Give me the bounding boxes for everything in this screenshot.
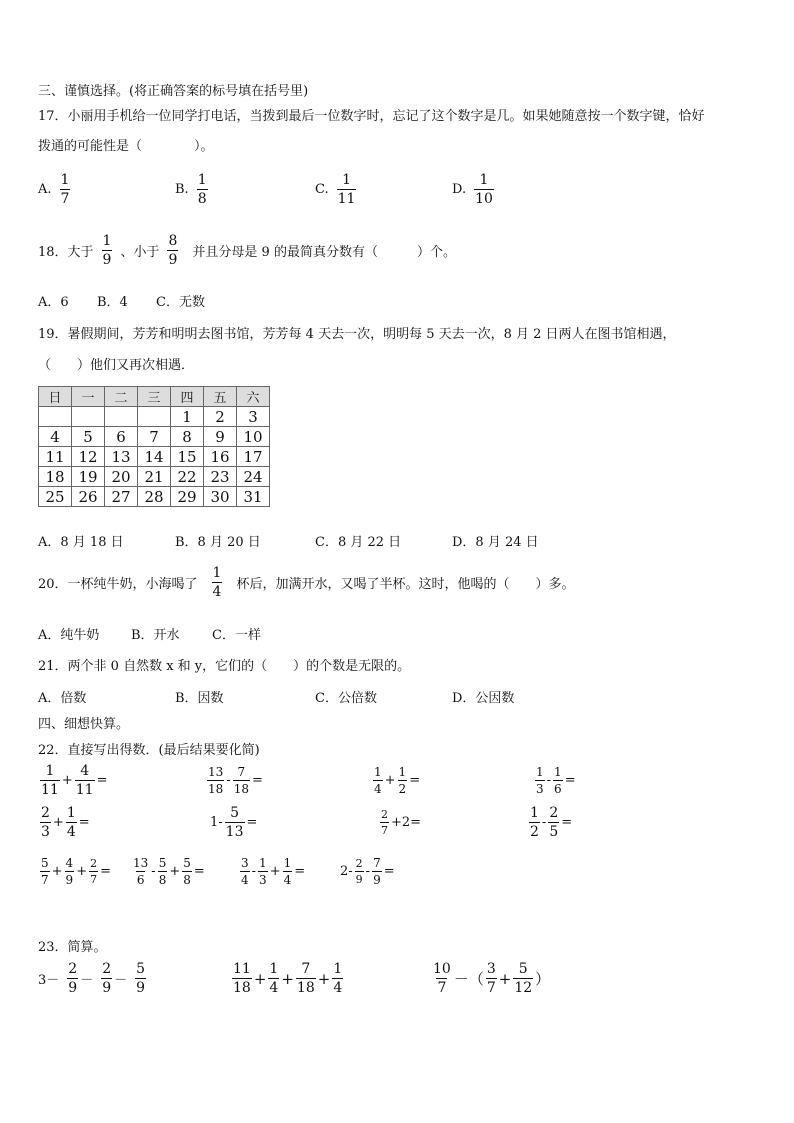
numerator: 13 bbox=[208, 765, 224, 779]
q19-option-b[interactable]: B．8 月 20 日 bbox=[175, 535, 261, 550]
numerator: 13 bbox=[133, 856, 149, 870]
calendar-cell: 11 bbox=[39, 447, 72, 467]
fraction bbox=[66, 806, 77, 839]
denominator: 11 bbox=[41, 782, 59, 798]
plus-sign: + bbox=[498, 969, 512, 988]
q18-prefix: 18．大于 bbox=[38, 245, 94, 260]
fraction bbox=[101, 962, 112, 995]
denominator: 18 bbox=[233, 980, 251, 996]
denominator: 7 bbox=[90, 873, 98, 886]
denominator: 8 bbox=[158, 873, 167, 887]
fraction bbox=[513, 962, 533, 995]
fraction bbox=[233, 766, 250, 795]
q17-option-b[interactable] bbox=[175, 173, 210, 206]
q19-line1: 19．暑假期间，芳芳和明明去图书馆，芳芳每 4 天去一次，明明每 5 天去一次，8 月 2 日两人在图书馆相遇， bbox=[38, 327, 676, 342]
fraction bbox=[197, 173, 208, 206]
calendar-cell: 21 bbox=[138, 467, 171, 487]
calendar-cell: 27 bbox=[105, 487, 138, 507]
fraction bbox=[232, 962, 252, 995]
fraction bbox=[486, 962, 497, 995]
calc-lead: 3－ bbox=[38, 973, 60, 988]
denominator: 9 bbox=[168, 252, 178, 268]
calc-item bbox=[38, 806, 90, 839]
minus-sign: － bbox=[114, 973, 128, 988]
denominator: 4 bbox=[374, 782, 382, 796]
numerator: 7 bbox=[373, 856, 381, 870]
fraction bbox=[225, 806, 245, 839]
calendar-cell bbox=[72, 407, 105, 427]
denominator: 4 bbox=[241, 873, 249, 887]
q19-option-a[interactable]: A．8 月 18 日 bbox=[38, 535, 124, 550]
denominator: 9 bbox=[65, 873, 74, 887]
calendar-cell: 8 bbox=[171, 427, 204, 447]
denominator: 18 bbox=[208, 782, 224, 796]
calendar-cell: 3 bbox=[237, 407, 270, 427]
numerator: 5 bbox=[41, 856, 49, 870]
calendar-header: 一 bbox=[72, 387, 105, 407]
fraction bbox=[553, 766, 563, 795]
denominator: 9 bbox=[136, 980, 146, 996]
denominator: 7 bbox=[41, 873, 49, 887]
fraction bbox=[65, 857, 75, 886]
denominator: 7 bbox=[60, 191, 70, 207]
fraction bbox=[207, 766, 224, 795]
calc-item bbox=[130, 857, 205, 886]
calc-lead: 1- bbox=[210, 815, 223, 830]
calc-item bbox=[371, 766, 420, 795]
calendar-table bbox=[38, 386, 270, 507]
calendar-cell: 6 bbox=[105, 427, 138, 447]
numerator: 1 bbox=[479, 172, 489, 188]
denominator: 6 bbox=[136, 873, 145, 887]
numerator: 1 bbox=[374, 765, 382, 779]
numerator: 2 bbox=[381, 808, 388, 821]
calendar-cell: 17 bbox=[237, 447, 270, 467]
q20-option-a[interactable]: A．纯牛奶 bbox=[38, 628, 100, 643]
numerator: 10 bbox=[433, 961, 451, 977]
q21-option-d[interactable]: D．公因数 bbox=[452, 691, 515, 706]
minus-sign: - bbox=[546, 773, 552, 788]
plus-sign: + bbox=[281, 969, 294, 988]
q20-stem bbox=[38, 566, 574, 599]
fraction bbox=[283, 857, 293, 886]
plus-sign: + bbox=[384, 773, 396, 788]
numerator: 7 bbox=[301, 961, 311, 977]
calendar-cell: 28 bbox=[138, 487, 171, 507]
calendar-row bbox=[39, 467, 270, 487]
equals-sign: = bbox=[383, 864, 395, 879]
fraction bbox=[158, 857, 168, 886]
equals-sign: = bbox=[78, 815, 90, 830]
fraction bbox=[240, 857, 250, 886]
numerator: 3 bbox=[241, 856, 249, 870]
q17-option-c[interactable] bbox=[315, 173, 358, 206]
equals-sign: = bbox=[246, 815, 258, 830]
equals-sign: = bbox=[193, 864, 205, 879]
q19-option-d[interactable]: D．8 月 24 日 bbox=[452, 535, 539, 550]
denominator: 4 bbox=[333, 980, 343, 996]
calendar-cell: 9 bbox=[204, 427, 237, 447]
fraction bbox=[132, 857, 149, 886]
denominator: 18 bbox=[296, 980, 315, 996]
denominator: 8 bbox=[197, 191, 207, 207]
calendar-cell bbox=[105, 407, 138, 427]
fraction bbox=[380, 809, 389, 836]
denominator: 6 bbox=[554, 782, 562, 796]
denominator: 3 bbox=[41, 824, 50, 840]
calendar-row bbox=[39, 447, 270, 467]
fraction bbox=[535, 766, 545, 795]
denominator: 5 bbox=[549, 824, 559, 840]
calendar-cell: 26 bbox=[72, 487, 105, 507]
open-paren: －（ bbox=[453, 970, 484, 988]
q21-option-c[interactable]: C．公倍数 bbox=[315, 691, 377, 706]
option-label: C. bbox=[315, 182, 329, 197]
numerator: 2 bbox=[41, 805, 50, 821]
calendar-header-row bbox=[39, 387, 270, 407]
calendar-cell bbox=[39, 407, 72, 427]
denominator: 9 bbox=[355, 873, 363, 886]
equals-sign: = bbox=[294, 864, 306, 879]
calendar-header: 三 bbox=[138, 387, 171, 407]
plus-sign: + bbox=[269, 864, 281, 879]
fraction bbox=[372, 857, 382, 886]
denominator: 11 bbox=[337, 191, 356, 207]
calendar-row bbox=[39, 427, 270, 447]
numerator: 1 bbox=[102, 233, 112, 249]
denominator: 3 bbox=[259, 873, 267, 887]
calc-item bbox=[533, 766, 576, 795]
calc-item bbox=[238, 857, 305, 886]
calendar-cell: 20 bbox=[105, 467, 138, 487]
simplify-expression-2 bbox=[230, 962, 345, 995]
q18-option-a[interactable]: A．6 bbox=[38, 295, 69, 310]
minus-sign: - bbox=[365, 864, 371, 879]
fraction bbox=[67, 962, 78, 995]
denominator: 8 bbox=[183, 873, 191, 887]
calendar-cell: 24 bbox=[237, 467, 270, 487]
minus-sign: - bbox=[226, 773, 231, 788]
numerator: 1 bbox=[197, 172, 207, 188]
calendar-cell: 5 bbox=[72, 427, 105, 447]
option-label: A. bbox=[38, 182, 52, 197]
fraction bbox=[258, 857, 268, 886]
numerator: 1 bbox=[269, 961, 279, 977]
numerator: 5 bbox=[518, 961, 528, 977]
calendar-cell: 16 bbox=[204, 447, 237, 467]
q22-title: 22．直接写出得数．(最后结果要化简) bbox=[38, 743, 260, 758]
fraction bbox=[182, 857, 192, 886]
q20-option-c[interactable]: C．一样 bbox=[212, 628, 261, 643]
q20-suffix: 杯后，加满开水，又喝了半杯。这时，他喝的（ ）多。 bbox=[236, 577, 575, 592]
equals-sign: = bbox=[251, 773, 263, 788]
fraction bbox=[529, 806, 540, 839]
q17-line1: 17．小丽用手机给一位同学打电话，当拨到最后一位数字时，忘记了这个数字是几。如果她随意按一个数字键，恰好 bbox=[38, 109, 705, 124]
calendar-cell: 23 bbox=[204, 467, 237, 487]
q17-option-a[interactable] bbox=[38, 173, 72, 206]
denominator: 9 bbox=[373, 873, 381, 887]
calendar-cell: 4 bbox=[39, 427, 72, 447]
plus-sign: + bbox=[51, 864, 63, 879]
plus-sign: + bbox=[253, 969, 267, 988]
fraction bbox=[337, 173, 357, 206]
q20-option-b[interactable]: B．开水 bbox=[131, 628, 180, 643]
plus-sign: + bbox=[76, 864, 88, 879]
q19-line2: （ ）他们又再次相遇． bbox=[38, 358, 195, 373]
fraction bbox=[102, 234, 113, 267]
denominator: 4 bbox=[66, 824, 76, 840]
minus-sign: - bbox=[151, 864, 156, 879]
calc-lead: 2- bbox=[340, 864, 353, 879]
q19-option-c[interactable]: C．8 月 22 日 bbox=[315, 535, 402, 550]
calendar-header: 二 bbox=[105, 387, 138, 407]
fraction bbox=[268, 962, 279, 995]
numerator: 5 bbox=[230, 805, 240, 821]
calendar-row bbox=[39, 487, 270, 507]
numerator: 5 bbox=[158, 856, 167, 870]
calc-item bbox=[378, 809, 421, 836]
fraction bbox=[40, 764, 60, 797]
calc-tail: +2= bbox=[391, 815, 422, 830]
numerator: 2 bbox=[549, 805, 559, 821]
fraction bbox=[212, 566, 223, 599]
q17-option-d[interactable] bbox=[452, 173, 496, 206]
calc-item bbox=[205, 766, 263, 795]
numerator: 4 bbox=[65, 856, 74, 870]
simplify-expression-3 bbox=[430, 962, 550, 995]
calc-item bbox=[340, 857, 395, 886]
denominator: 18 bbox=[233, 782, 249, 796]
denominator: 2 bbox=[530, 824, 539, 840]
calendar-row bbox=[39, 407, 270, 427]
denominator: 4 bbox=[283, 873, 292, 887]
calendar-cell bbox=[138, 407, 171, 427]
plus-sign: + bbox=[61, 773, 73, 788]
calendar-header: 四 bbox=[171, 387, 204, 407]
calc-item bbox=[210, 806, 257, 839]
denominator: 4 bbox=[269, 980, 279, 996]
numerator: 2 bbox=[102, 961, 112, 977]
calendar-cell: 22 bbox=[171, 467, 204, 487]
numerator: 5 bbox=[136, 961, 146, 977]
minus-sign: - bbox=[251, 864, 257, 879]
fraction bbox=[355, 858, 364, 885]
minus-sign: － bbox=[80, 973, 94, 988]
plus-sign: + bbox=[317, 969, 331, 988]
denominator: 2 bbox=[398, 782, 407, 796]
numerator: 7 bbox=[237, 765, 246, 779]
fraction bbox=[60, 173, 71, 206]
numerator: 11 bbox=[233, 961, 251, 977]
q18-option-b[interactable]: B．4 bbox=[97, 295, 128, 310]
numerator: 1 bbox=[60, 172, 70, 188]
fraction bbox=[89, 858, 98, 885]
denominator: 3 bbox=[536, 782, 544, 796]
denominator: 9 bbox=[102, 252, 112, 268]
plus-sign: + bbox=[52, 815, 64, 830]
equals-sign: = bbox=[100, 864, 111, 879]
numerator: 2 bbox=[90, 857, 98, 870]
denominator: 4 bbox=[212, 584, 222, 600]
denominator: 10 bbox=[475, 191, 493, 207]
numerator: 3 bbox=[486, 961, 496, 977]
numerator: 4 bbox=[80, 763, 90, 779]
numerator: 1 bbox=[536, 765, 544, 779]
calc-item bbox=[527, 806, 572, 839]
calendar-cell: 12 bbox=[72, 447, 105, 467]
fraction bbox=[548, 806, 559, 839]
denominator: 7 bbox=[381, 824, 388, 837]
numerator: 1 bbox=[554, 765, 562, 779]
numerator: 2 bbox=[68, 961, 78, 977]
q18-option-c[interactable]: C．无数 bbox=[156, 295, 205, 310]
numerator: 2 bbox=[355, 857, 363, 870]
calendar-cell: 7 bbox=[138, 427, 171, 447]
numerator: 5 bbox=[183, 856, 191, 870]
numerator: 1 bbox=[333, 961, 343, 977]
denominator: 13 bbox=[225, 824, 244, 840]
denominator: 9 bbox=[68, 980, 78, 996]
fraction bbox=[75, 764, 95, 797]
equals-sign: = bbox=[564, 773, 576, 788]
q18-suffix: 并且分母是 9 的最简真分数有（ ）个。 bbox=[192, 245, 456, 260]
calendar-cell: 25 bbox=[39, 487, 72, 507]
denominator: 9 bbox=[102, 980, 112, 996]
fraction bbox=[135, 962, 146, 995]
fraction bbox=[398, 766, 408, 795]
calendar-cell: 29 bbox=[171, 487, 204, 507]
calendar-cell: 2 bbox=[204, 407, 237, 427]
section-3-title: 三、谨慎选择。(将正确答案的标号填在括号里) bbox=[38, 84, 309, 99]
calendar-cell: 13 bbox=[105, 447, 138, 467]
fraction bbox=[296, 962, 316, 995]
calc-item bbox=[38, 857, 111, 886]
calendar-cell: 31 bbox=[237, 487, 270, 507]
calendar-cell: 30 bbox=[204, 487, 237, 507]
equals-sign: = bbox=[409, 773, 421, 788]
fraction bbox=[474, 173, 494, 206]
numerator: 1 bbox=[66, 805, 76, 821]
numerator: 1 bbox=[342, 172, 351, 188]
calendar-cell: 10 bbox=[237, 427, 270, 447]
fraction bbox=[40, 806, 51, 839]
close-paren: ） bbox=[535, 970, 551, 988]
fraction bbox=[167, 234, 178, 267]
calc-item bbox=[38, 764, 107, 797]
numerator: 1 bbox=[259, 856, 267, 870]
option-label: B. bbox=[175, 182, 189, 197]
q21-option-b[interactable]: B．因数 bbox=[175, 691, 224, 706]
calendar-header: 五 bbox=[204, 387, 237, 407]
section-4-title: 四、细想快算。 bbox=[38, 717, 130, 732]
denominator: 11 bbox=[75, 782, 94, 798]
q20-prefix: 20．一杯纯牛奶，小海喝了 bbox=[38, 577, 198, 592]
numerator: 1 bbox=[45, 763, 55, 779]
numerator: 8 bbox=[168, 233, 178, 249]
fraction bbox=[40, 857, 50, 886]
denominator: 12 bbox=[514, 980, 533, 996]
q23-title: 23．简算。 bbox=[38, 940, 107, 955]
calendar-cell: 1 bbox=[171, 407, 204, 427]
q21-stem: 21．两个非 0 自然数 x 和 y，它们的（ ）的个数是无限的。 bbox=[38, 659, 411, 674]
q18-mid: 、小于 bbox=[120, 245, 160, 260]
option-label: D. bbox=[452, 182, 467, 197]
numerator: 1 bbox=[530, 805, 539, 821]
q17-line2: 拨通的可能性是（ ）。 bbox=[38, 139, 214, 154]
simplify-expression-1 bbox=[38, 962, 148, 995]
calendar-cell: 18 bbox=[39, 467, 72, 487]
numerator: 1 bbox=[283, 856, 292, 870]
calendar-header: 日 bbox=[39, 387, 72, 407]
fraction bbox=[332, 962, 343, 995]
denominator: 7 bbox=[437, 980, 447, 996]
numerator: 1 bbox=[212, 565, 222, 581]
calendar-header: 六 bbox=[237, 387, 270, 407]
calendar-cell: 15 bbox=[171, 447, 204, 467]
calendar-cell: 19 bbox=[72, 467, 105, 487]
plus-sign: + bbox=[169, 864, 181, 879]
equals-sign: = bbox=[96, 773, 108, 788]
denominator: 7 bbox=[486, 980, 496, 996]
calendar-cell: 14 bbox=[138, 447, 171, 467]
q18-stem bbox=[38, 234, 456, 267]
fraction bbox=[432, 962, 452, 995]
fraction bbox=[373, 766, 383, 795]
equals-sign: = bbox=[561, 815, 573, 830]
numerator: 1 bbox=[398, 765, 407, 779]
q21-option-a[interactable]: A．倍数 bbox=[38, 691, 87, 706]
minus-sign: - bbox=[541, 815, 547, 830]
